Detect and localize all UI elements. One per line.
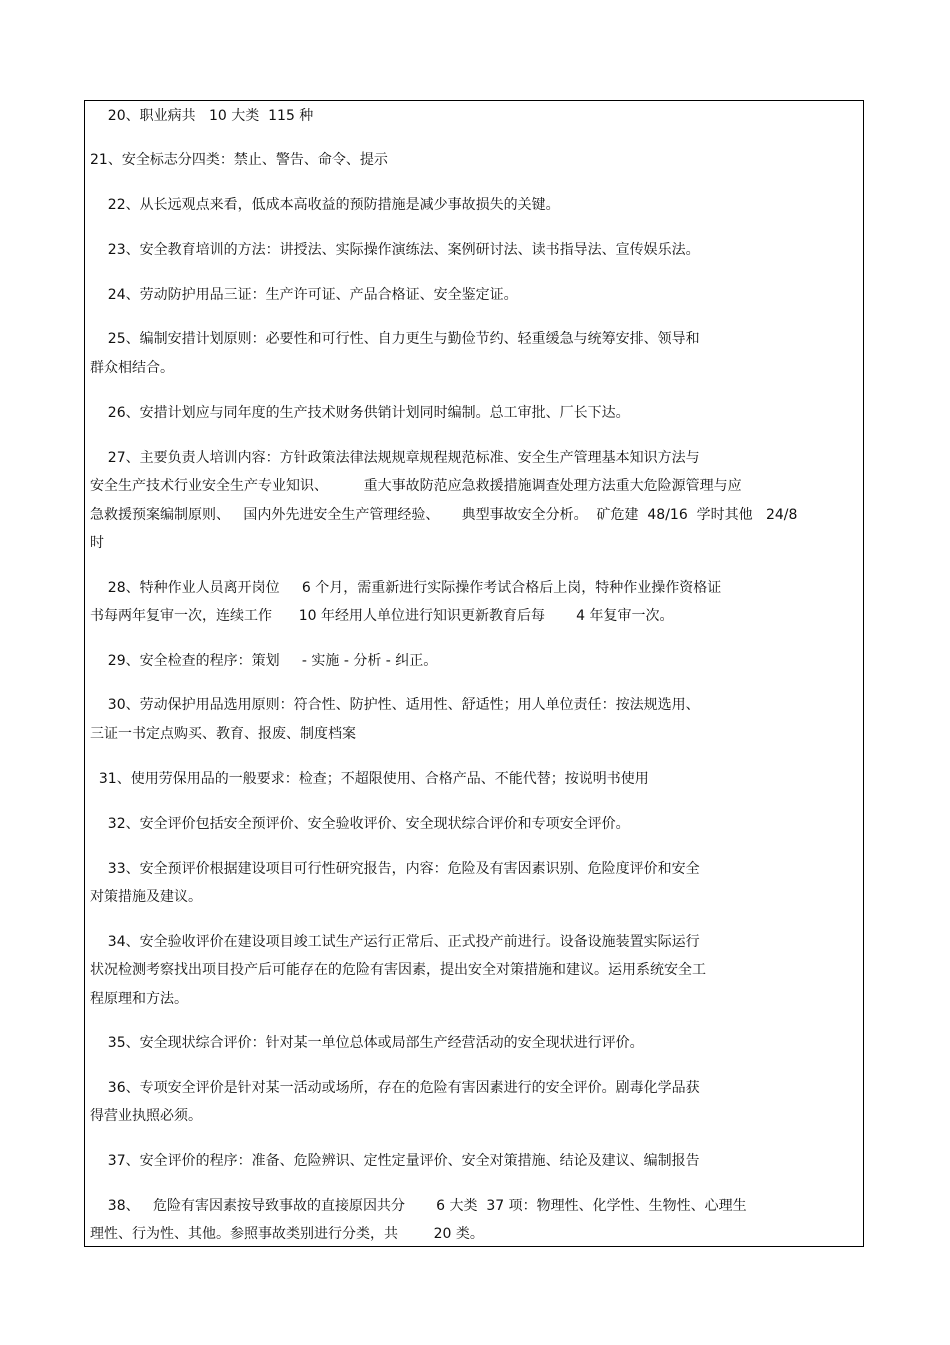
- text-line-item-35: 35、安全现状综合评价：针对某一单位总体或局部生产经营活动的安全现状进行评价。: [90, 1035, 644, 1051]
- text-line-item-33-cont: 对策措施及建议。: [90, 889, 202, 905]
- text-line-item-25-cont: 群众相结合。: [90, 360, 174, 376]
- text-line-item-37: 37、安全评价的程序：准备、危险辨识、定性定量评价、安全对策措施、结论及建议、编制报告: [90, 1153, 700, 1169]
- text-line-item-27: 27、主要负责人培训内容：方针政策法律法规规章规程规范标准、安全生产管理基本知识方法与: [90, 450, 700, 466]
- text-line-item-23: 23、安全教育培训的方法：讲授法、实际操作演练法、案例研讨法、读书指导法、宣传娱乐法。: [90, 242, 700, 258]
- text-line-item-36-cont: 得营业执照必须。: [90, 1108, 202, 1124]
- text-line-item-25: 25、编制安措计划原则：必要性和可行性、自力更生与勤俭节约、轻重缓急与统筹安排、领导和: [90, 331, 700, 347]
- text-line-item-26: 26、安措计划应与同年度的生产技术财务供销计划同时编制。总工审批、厂长下达。: [90, 405, 630, 421]
- text-line-item-31: 31、使用劳保用品的一般要求：检查；不超限使用、合格产品、不能代替；按说明书使用: [90, 771, 649, 787]
- text-line-item-28-cont: 书每两年复审一次，连续工作 10 年经用人单位进行知识更新教育后每 4 年复审一次。: [90, 608, 674, 624]
- text-line-item-34: 34、安全验收评价在建设项目竣工试生产运行正常后、正式投产前进行。设备设施装置实际运行: [90, 934, 700, 950]
- text-line-item-34-cont2: 程原理和方法。: [90, 991, 188, 1007]
- text-line-item-24: 24、劳动防护用品三证：生产许可证、产品合格证、安全鉴定证。: [90, 287, 518, 303]
- text-line-item-30-cont: 三证一书定点购买、教育、报废、制度档案: [90, 726, 356, 742]
- text-line-item-27-cont2: 急救援预案编制原则、 国内外先进安全生产管理经验、 典型事故安全分析。 矿危建 48/16 学时其他 24/8: [90, 507, 798, 523]
- text-line-item-27-cont3: 时: [90, 535, 104, 551]
- text-line-item-36: 36、专项安全评价是针对某一活动或场所，存在的危险有害因素进行的安全评价。剧毒化学品获: [90, 1080, 700, 1096]
- text-line-item-22: 22、从长远观点来看，低成本高收益的预防措施是减少事故损失的关键。: [90, 197, 560, 213]
- text-line-item-28: 28、特种作业人员离开岗位 6 个月，需重新进行实际操作考试合格后上岗，特种作业操作资格证: [90, 580, 722, 596]
- text-line-item-33: 33、安全预评价根据建设项目可行性研究报告，内容：危险及有害因素识别、危险度评价和安全: [90, 861, 700, 877]
- text-line-item-38-cont: 理性、行为性、其他。参照事故类别进行分类，共 20 类。: [90, 1226, 484, 1242]
- text-line-item-30: 30、劳动保护用品选用原则：符合性、防护性、适用性、舒适性；用人单位责任：按法规选用、: [90, 697, 700, 713]
- document-border: [84, 100, 864, 1247]
- text-line-item-29: 29、安全检查的程序：策划 - 实施 - 分析 - 纠正。: [90, 653, 438, 669]
- text-line-item-38: 38、 危险有害因素按导致事故的直接原因共分 6 大类 37 项：物理性、化学性、生物性、心理生: [90, 1198, 747, 1214]
- text-line-item-34-cont1: 状况检测考察找出项目投产后可能存在的危险有害因素，提出安全对策措施和建议。运用系统安全工: [90, 962, 706, 978]
- text-line-item-32: 32、安全评价包括安全预评价、安全验收评价、安全现状综合评价和专项安全评价。: [90, 816, 630, 832]
- text-line-item-27-cont1: 安全生产技术行业安全生产专业知识、 重大事故防范应急救援措施调查处理方法重大危险源管理与应: [90, 478, 742, 494]
- text-line-item-20: 20、职业病共 10 大类 115 种: [90, 108, 314, 124]
- text-line-item-21: 21、安全标志分四类：禁止、警告、命令、提示: [90, 152, 388, 168]
